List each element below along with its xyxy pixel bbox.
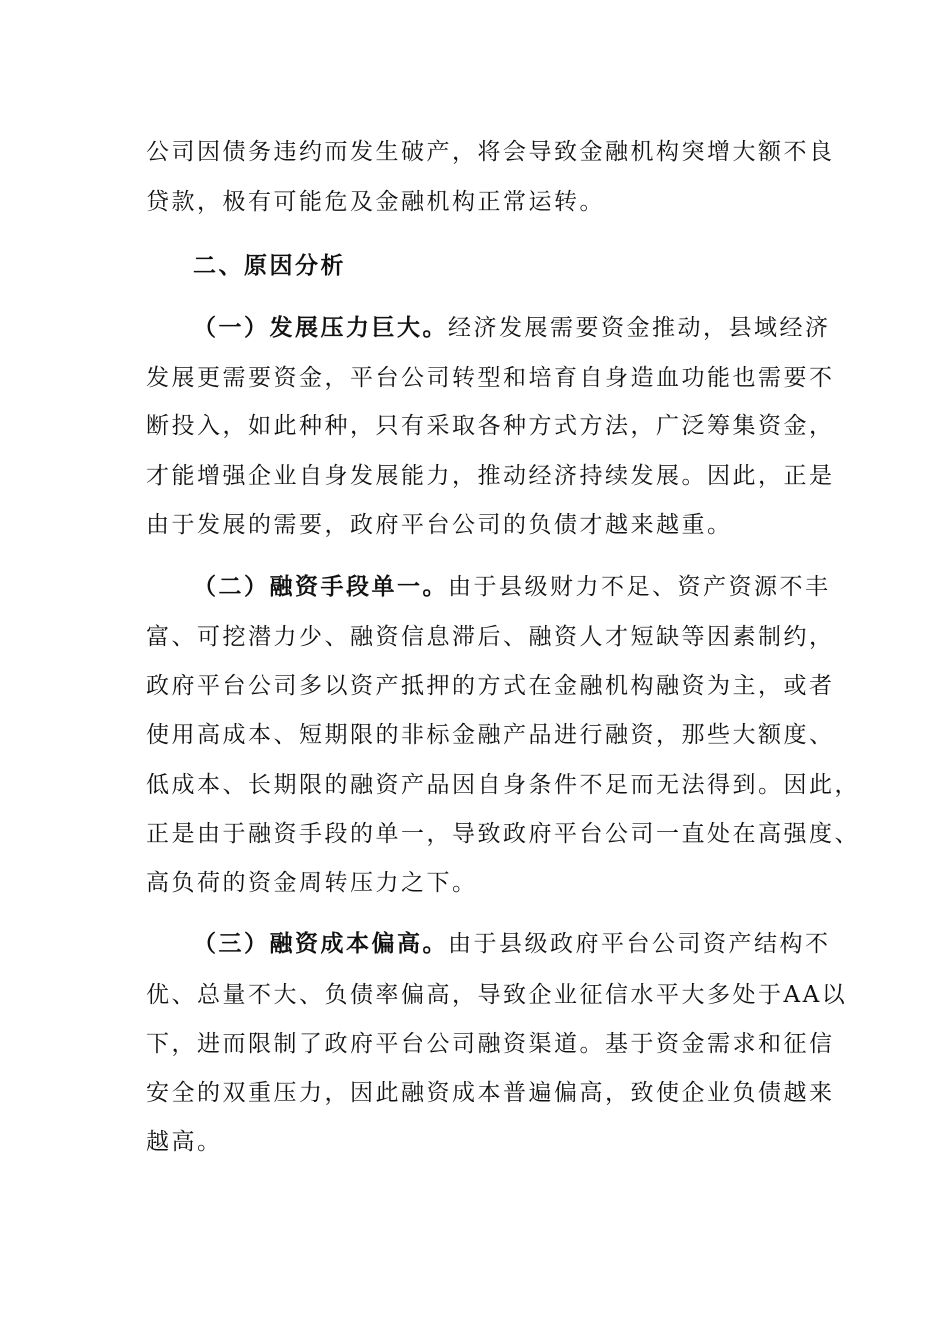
p2-line-4: 使用高成本、短期限的非标金融产品进行融资，那些大额度、 (146, 722, 835, 748)
p1-line-4: 才能增强企业自身发展能力，推动经济持续发展。因此，正是 (146, 463, 835, 489)
p1-lead: （一）发展压力巨大。 (193, 315, 448, 341)
p1-line-5: 由于发展的需要，政府平台公司的负债才越来越重。 (146, 512, 733, 538)
p2-lead: （二）融资手段单一。 (193, 574, 448, 600)
p3-line-2: 优、总量不大、负债率偏高，导致企业征信水平大多处于AA以 (146, 982, 848, 1008)
p3-lead: （三）融资成本偏高。 (193, 931, 448, 957)
p3-line-3: 下，进而限制了政府平台公司融资渠道。基于资金需求和征信 (146, 1031, 835, 1057)
p2-line-2: 富、可挖潜力少、融资信息滞后、融资人才短缺等因素制约， (146, 624, 835, 650)
p2-line-1-text: 由于县级财力不足、资产资源不丰 (448, 574, 831, 600)
p1-line-1-text: 经济发展需要资金推动，县域经济 (448, 315, 831, 341)
p0-line-2: 贷款，极有可能危及金融机构正常运转。 (146, 189, 605, 215)
p3-line-1 (193, 929, 831, 959)
p3-line-4: 安全的双重压力，因此融资成本普遍偏高，致使企业负债越来 (146, 1080, 835, 1106)
p3-line-1-text: 由于县级政府平台公司资产结构不 (448, 931, 831, 957)
p2-line-3: 政府平台公司多以资产抵押的方式在金融机构融资为主，或者 (146, 673, 835, 699)
p2-line-6: 正是由于融资手段的单一，导致政府平台公司一直处在高强度、 (146, 821, 860, 847)
p2-line-7: 高负荷的资金周转压力之下。 (146, 870, 478, 896)
p0-line-1: 公司因债务违约而发生破产，将会导致金融机构突增大额不良 (146, 139, 835, 165)
p1-line-1 (193, 313, 831, 343)
p2-line-1 (193, 572, 831, 602)
p1-line-2: 发展更需要资金，平台公司转型和培育自身造血功能也需要不 (146, 365, 835, 391)
p1-line-3: 断投入，如此种种，只有采取各种方式方法，广泛筹集资金， (146, 413, 835, 439)
p2-line-5: 低成本、长期限的融资产品因自身条件不足而无法得到。因此， (146, 772, 860, 798)
p3-line-5: 越高。 (146, 1129, 223, 1155)
section-heading: 二、原因分析 (193, 253, 346, 279)
